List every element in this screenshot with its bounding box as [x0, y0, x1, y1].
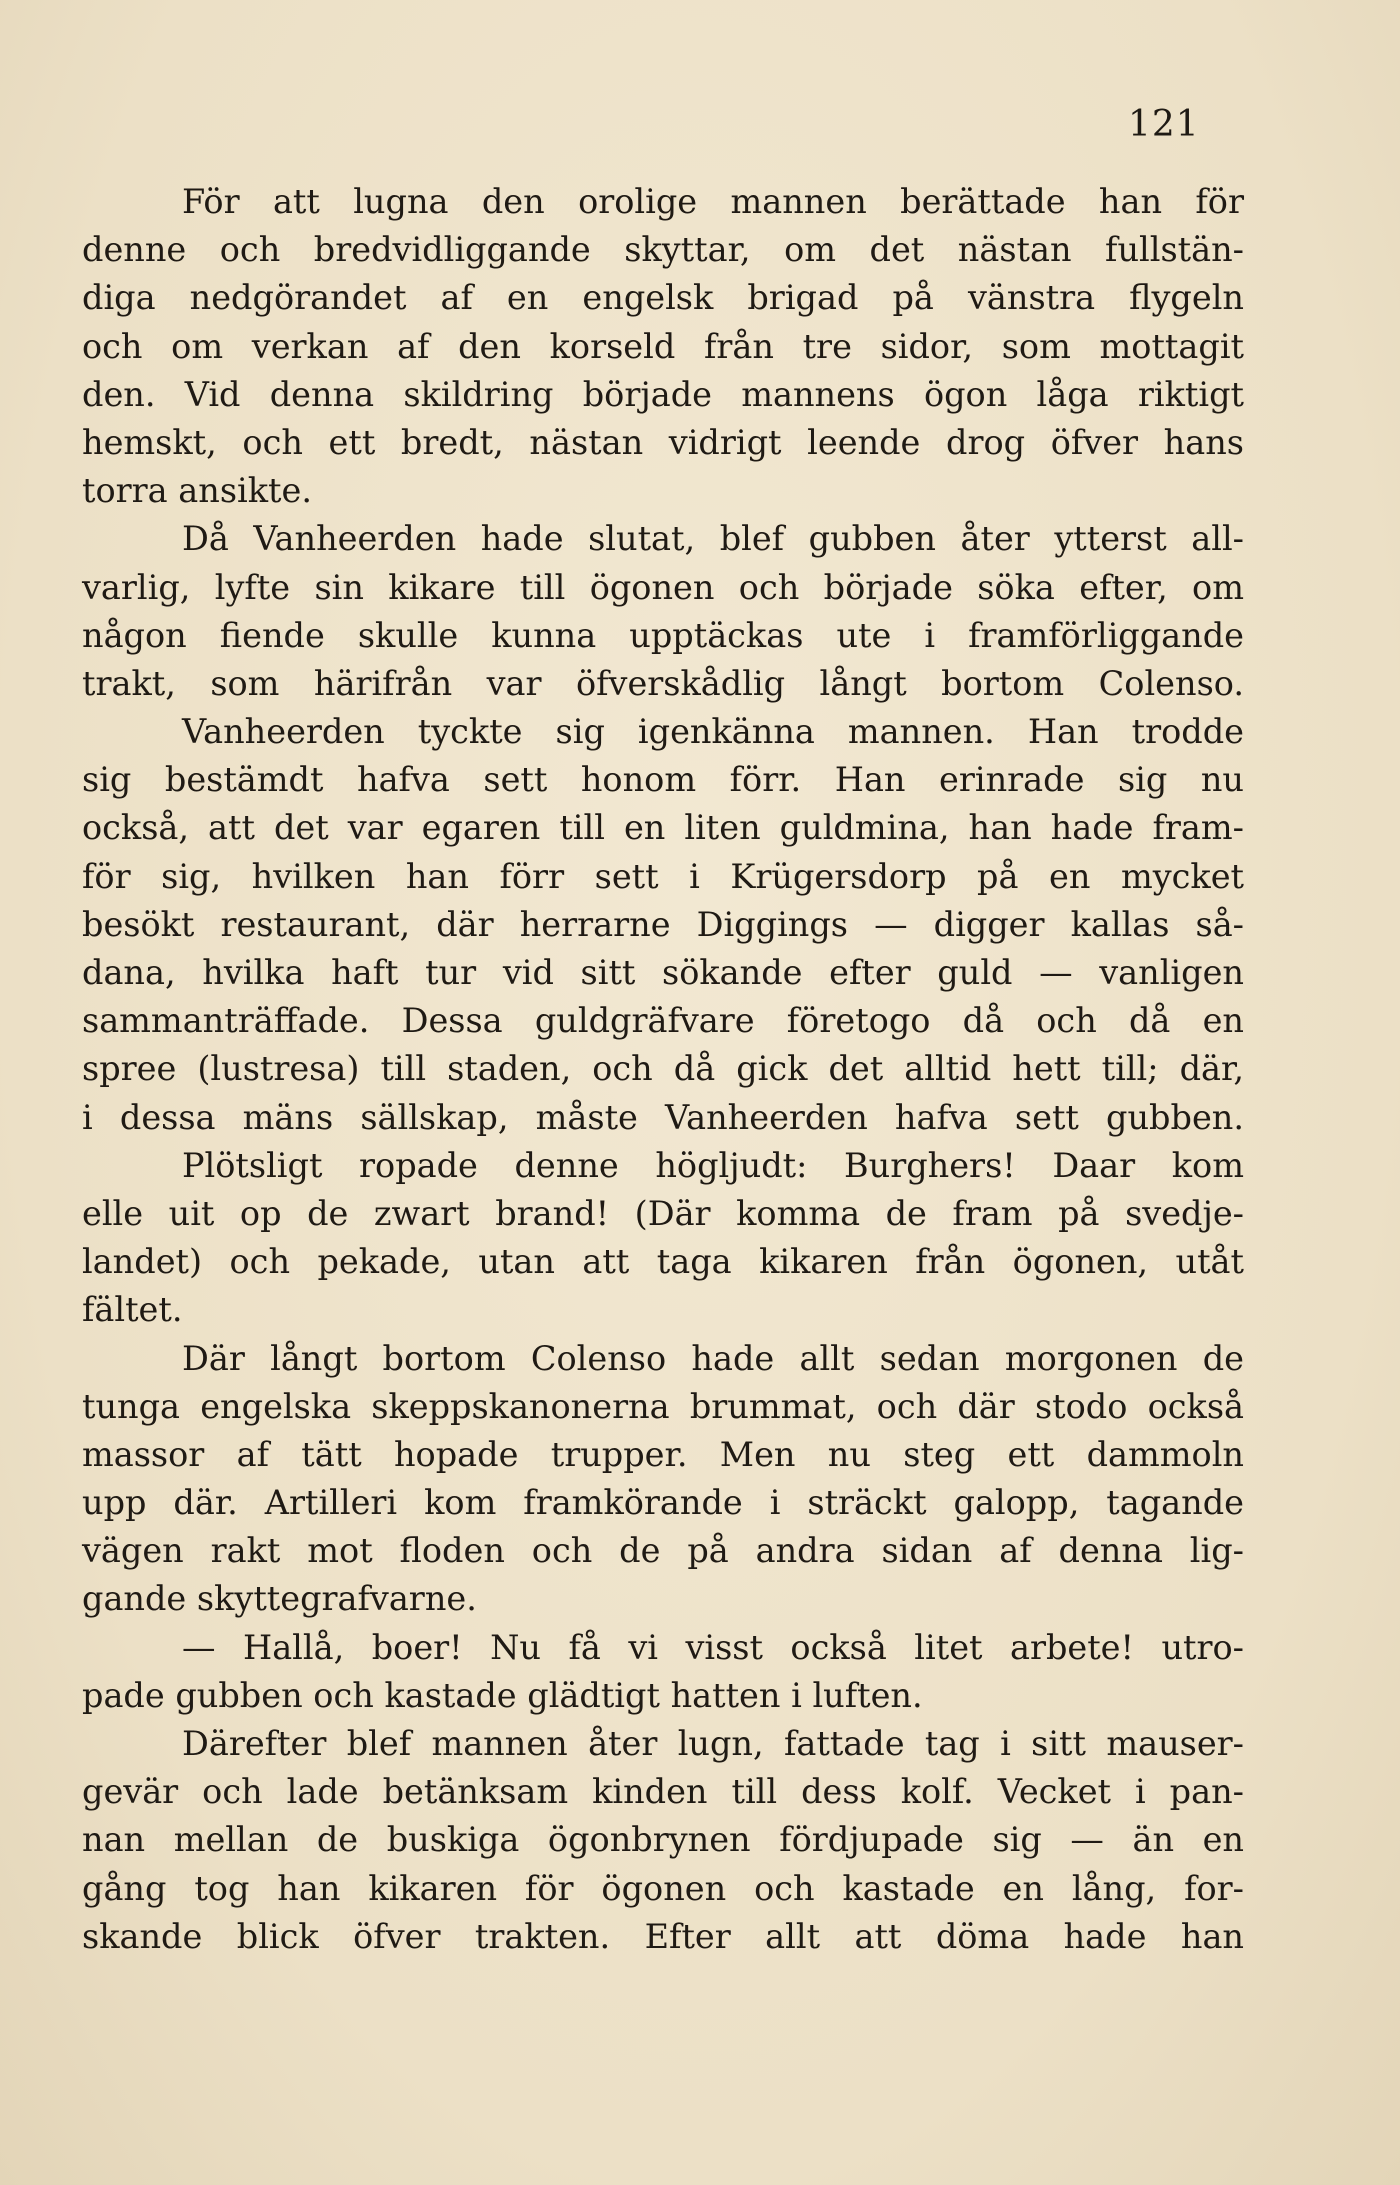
text-line: Där långt bortom Colenso hade allt sedan morgonen de [182, 1338, 1244, 1378]
text-line: nan mellan de buskiga ögonbrynen fördjupade sig — än en [82, 1820, 1244, 1860]
text-line: spree (lustresa) till staden, och då gick det alltid hett till; där, [82, 1049, 1244, 1089]
text-line: någon fiende skulle kunna upptäckas ute i framförliggande [82, 615, 1244, 655]
text-line: denne och bredvidliggande skyttar, om det nästan fullstän- [82, 230, 1244, 270]
text-line: sammanträffade. Dessa guldgräfvare företogo då och då en [82, 1001, 1244, 1041]
text-line: skande blick öfver trakten. Efter allt att döma hade han [82, 1916, 1244, 1956]
text-line: elle uit op de zwart brand! (Där komma de fram på svedje- [82, 1193, 1244, 1233]
text-line: besökt restaurant, där herrarne Diggings — digger kallas så- [82, 904, 1244, 944]
text-line: fältet. [82, 1290, 183, 1330]
text-line: För att lugna den orolige mannen berättade han för [182, 182, 1244, 221]
text-line: också, att det var egaren till en liten guldmina, han hade fram- [82, 808, 1244, 848]
text-line: massor af tätt hopade trupper. Men nu steg ett dammoln [82, 1434, 1244, 1474]
text-line: sig bestämdt hafva sett honom förr. Han erinrade sig nu [82, 760, 1244, 800]
body-text [82, 178, 1244, 1961]
text-line: och om verkan af den korseld från tre sidor, som mottagit [82, 326, 1244, 366]
text-line: Plötsligt ropade denne högljudt: Burghers! Daar kom [182, 1145, 1244, 1185]
page-number: 121 [1128, 104, 1200, 145]
text-line: i dessa mäns sällskap, måste Vanheerden hafva sett gubben. [82, 1097, 1244, 1137]
text-line: — Hallå, boer! Nu få vi visst också litet arbete! utro- [182, 1627, 1244, 1667]
text-line: dana, hvilka haft tur vid sitt sökande efter guld — vanligen [82, 953, 1244, 992]
text-line: vägen rakt mot floden och de på andra sidan af denna lig- [82, 1531, 1244, 1571]
text-line: gande skyttegrafvarne. [82, 1579, 477, 1619]
text-line: upp där. Artilleri kom framkörande i sträckt galopp, tagande [82, 1483, 1244, 1523]
text-line: tunga engelska skeppskanonerna brummat, och där stodo också [82, 1386, 1244, 1426]
text-line: pade gubben och kastade glädtigt hatten i luften. [82, 1675, 923, 1715]
text-line: hemskt, och ett bredt, nästan vidrigt leende drog öfver hans [82, 422, 1244, 462]
text-line: den. Vid denna skildring började mannens ögon låga riktigt [82, 374, 1244, 414]
text-line: Vanheerden tyckte sig igenkänna mannen. Han trodde [182, 712, 1244, 752]
text-line: trakt, som härifrån var öfverskådlig långt bortom Colenso. [82, 663, 1244, 703]
text-line: torra ansikte. [82, 471, 312, 511]
text-line: Därefter blef mannen åter lugn, fattade tag i sitt mauser- [182, 1724, 1244, 1763]
text-line: gevär och lade betänksam kinden till dess kolf. Vecket i pan- [82, 1772, 1244, 1812]
text-line: för sig, hvilken han förr sett i Krügersdorp på en mycket [82, 856, 1244, 896]
text-line: varlig, lyfte sin kikare till ögonen och började söka efter, om [82, 567, 1244, 607]
text-line: diga nedgörandet af en engelsk brigad på vänstra flygeln [82, 278, 1244, 318]
text-line: gång tog han kikaren för ögonen och kastade en lång, for- [82, 1868, 1244, 1908]
text-line: landet) och pekade, utan att taga kikaren från ögonen, utåt [82, 1242, 1244, 1282]
text-line: Då Vanheerden hade slutat, blef gubben åter ytterst all- [182, 519, 1244, 559]
